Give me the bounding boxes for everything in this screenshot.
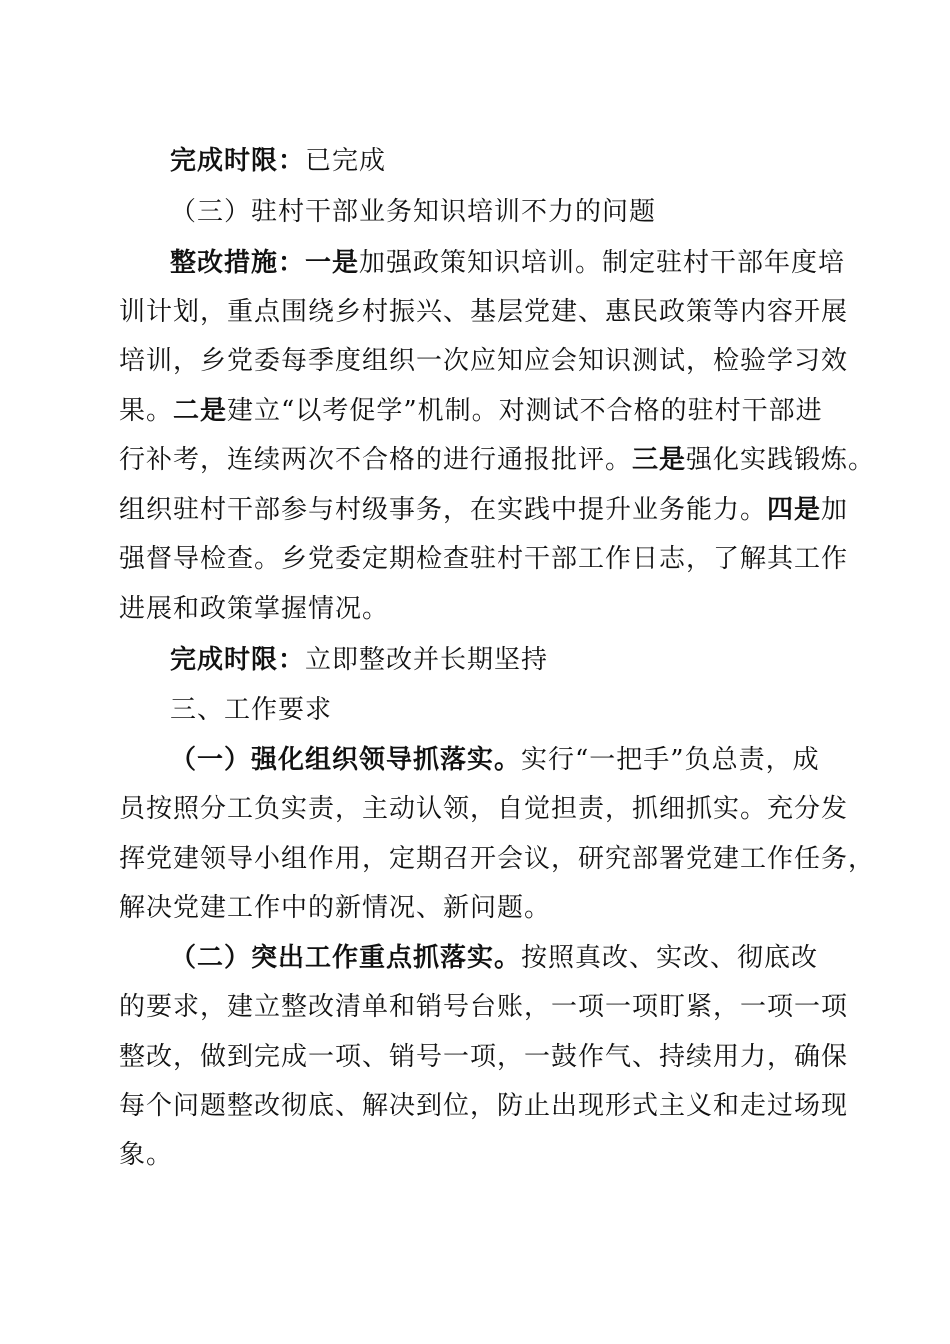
body-text: 加强政策知识培训。制定驻村干部年度培: [359, 248, 846, 278]
completion-deadline-line-2: [170, 640, 890, 680]
body-text: 的要求，建立整改清单和销号台账，一项一项盯紧，一项一项: [119, 992, 849, 1022]
paragraph-line: [170, 243, 890, 283]
deadline-label: 完成时限：: [170, 645, 306, 675]
body-text: 训计划，重点围绕乡村振兴、基层党建、惠民政策等内容开展: [119, 297, 849, 327]
paragraph-line: [119, 341, 849, 381]
bold-lead: （二）突出工作重点抓落实。: [170, 943, 522, 973]
heading-text: 三、工作要求: [170, 695, 333, 725]
body-text: 加: [821, 495, 849, 525]
paragraph-line: [119, 1037, 849, 1077]
body-text: 培训，乡党委每季度组织一次应知应会知识测试，检验学习效: [119, 346, 849, 376]
completion-deadline-line-1: [170, 141, 890, 181]
deadline-value: 立即整改并长期坚持: [305, 645, 549, 675]
bold-lead: 整改措施：一是: [170, 248, 360, 278]
deadline-value: 已完成: [305, 146, 387, 176]
body-text: 员按照分工负实责，主动认领，自觉担责，抓细抓实。充分发: [119, 794, 849, 824]
body-text: 行补考，连续两次不合格的进行通报批评。: [119, 445, 633, 475]
paragraph-line: [119, 589, 839, 629]
bold-lead: （一）强化组织领导抓落实。: [170, 745, 522, 775]
paragraph-line: [119, 292, 849, 332]
body-text: 按照真改、实改、彻底改: [521, 943, 819, 973]
paragraph-line: [119, 839, 876, 879]
paragraph-line: [170, 938, 890, 978]
paragraph-line: [119, 391, 839, 431]
body-text: 进展和政策掌握情况。: [119, 594, 390, 624]
bold-lead: 三是: [632, 445, 687, 475]
bold-lead: 四是: [767, 495, 822, 525]
deadline-label: 完成时限：: [170, 146, 306, 176]
bold-lead: 二是: [173, 396, 228, 426]
body-text: 象。: [119, 1140, 174, 1170]
heading-text: （三）驻村干部业务知识培训不力的问题: [170, 197, 657, 227]
body-text: 每个问题整改彻底、解决到位，防止出现形式主义和走过场现: [119, 1091, 849, 1121]
paragraph-line: [119, 888, 839, 928]
paragraph-line: [119, 1135, 839, 1175]
paragraph-line: [119, 789, 849, 829]
body-text: 挥党建领导小组作用，定期召开会议，研究部署党建工作任务，: [119, 844, 876, 874]
body-text: 整改，做到完成一项、销号一项，一鼓作气、持续用力，确保: [119, 1042, 849, 1072]
body-text: 果。: [119, 396, 174, 426]
body-text: 解决党建工作中的新情况、新问题。: [119, 893, 552, 923]
body-text: 组织驻村干部参与村级事务，在实践中提升业务能力。: [119, 495, 768, 525]
paragraph-line: [119, 539, 849, 579]
paragraph-line: [119, 440, 876, 480]
paragraph-line: [170, 740, 890, 780]
body-text: 强督导检查。乡党委定期检查驻村干部工作日志，了解其工作: [119, 544, 849, 574]
body-text: 建立“以考促学”机制。对测试不合格的驻村干部进: [227, 396, 823, 426]
section-heading-work-requirements: [170, 690, 890, 730]
body-text: 实行“一把手”负总责，成: [521, 745, 820, 775]
body-text: 强化实践锻炼。: [686, 445, 876, 475]
paragraph-line: [119, 987, 849, 1027]
section-heading-3: [170, 192, 890, 232]
paragraph-line: [119, 1086, 849, 1126]
paragraph-line: [119, 490, 849, 530]
